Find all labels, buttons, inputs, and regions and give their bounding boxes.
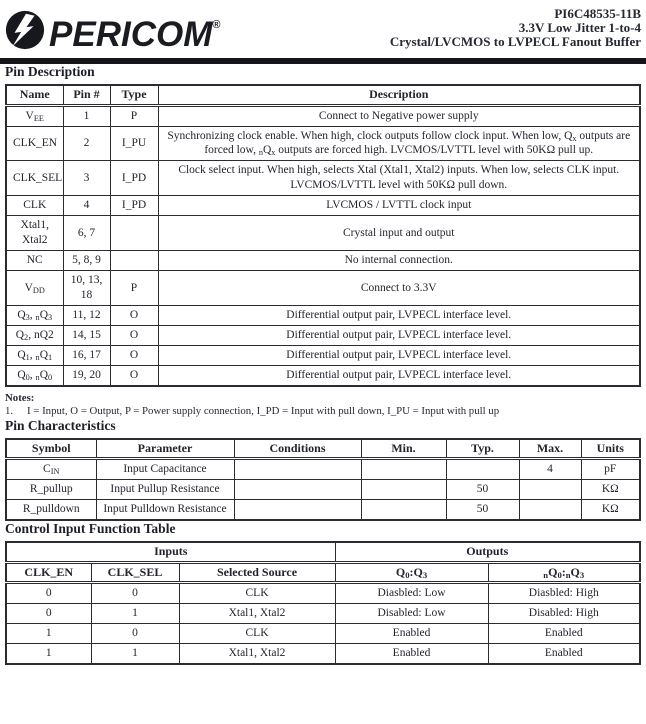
q-output-cell: Diasbled: Low	[335, 583, 488, 604]
typ-cell	[446, 459, 519, 480]
typ-cell: 50	[446, 500, 519, 520]
pin-type-cell: P	[110, 105, 158, 126]
group-header-row	[6, 542, 640, 562]
pericom-logo-icon	[4, 9, 46, 51]
selected-source-cell: Xtal1, Xtal2	[179, 644, 335, 664]
nq-output-cell: Diasbled: High	[488, 583, 640, 604]
pin-type-cell: I_PD	[110, 161, 158, 196]
column-header-type: Type	[110, 85, 158, 105]
pericom-logo	[4, 4, 220, 56]
pin-description-cell: Connect to Negative power supply	[158, 105, 640, 126]
nq-output-cell: Enabled	[488, 624, 640, 644]
typ-cell: 50	[446, 480, 519, 500]
pin-name-cell: CLK	[6, 196, 63, 216]
max-cell	[519, 500, 581, 520]
pin-description-cell: LVCMOS / LVTTL clock input	[158, 196, 640, 216]
doc-subtitle-2: Crystal/LVCMOS to LVPECL Fanout Buffer	[389, 34, 641, 49]
table-row	[6, 604, 640, 624]
selected-source-cell: Xtal1, Xtal2	[179, 604, 335, 624]
column-header-clk-sel: CLK_SEL	[91, 562, 179, 583]
pin-type-cell: I_PD	[110, 196, 158, 216]
symbol-cell: R_pullup	[6, 480, 96, 500]
pin-description-cell: Differential output pair, LVPECL interface level.	[158, 305, 640, 325]
column-header-description: Description	[158, 85, 640, 105]
symbol-cell: $C_{IN}$	[6, 459, 96, 480]
clk-en-cell: 1	[6, 624, 91, 644]
pin-number-cell: 16, 17	[63, 345, 110, 365]
notes-section	[5, 392, 646, 418]
brand-name	[49, 4, 220, 56]
column-header-conditions: Conditions	[234, 439, 361, 459]
pin-description-cell: Crystal input and output	[158, 216, 640, 251]
pin-number-cell: 5, 8, 9	[63, 251, 110, 271]
pin-number-cell: 19, 20	[63, 365, 110, 385]
table-row	[6, 500, 640, 520]
pin-name-cell: CLK_SEL	[6, 161, 63, 196]
column-header-typ: Typ.	[446, 439, 519, 459]
clk-en-cell: 0	[6, 583, 91, 604]
selected-source-cell: CLK	[179, 583, 335, 604]
pin-type-cell: O	[110, 325, 158, 345]
column-header-selected-source: Selected Source	[179, 562, 335, 583]
conditions-cell	[234, 480, 361, 500]
units-cell: KΩ	[581, 500, 640, 520]
pin-description-cell: Differential output pair, LVPECL interface level.	[158, 345, 640, 365]
pin-name-cell: Xtal1, Xtal2	[6, 216, 63, 251]
symbol-cell: R_pulldown	[6, 500, 96, 520]
pin-type-cell: P	[110, 271, 158, 306]
pin-type-cell: O	[110, 305, 158, 325]
pin-type-cell: O	[110, 365, 158, 385]
note-number: 1.	[5, 405, 14, 418]
pin-description-cell: Differential output pair, LVPECL interface level.	[158, 325, 640, 345]
pin-description-cell: Differential output pair, LVPECL interface level.	[158, 365, 640, 385]
brand-text: PERICOM	[49, 15, 213, 54]
min-cell	[361, 500, 446, 520]
table-row	[6, 325, 640, 345]
max-cell: 4	[519, 459, 581, 480]
table-row	[6, 105, 640, 126]
pin-name-cell: NC	[6, 251, 63, 271]
pin-characteristics-heading: Pin Characteristics	[5, 417, 116, 433]
group-header-inputs: Inputs	[6, 542, 335, 562]
clk-sel-cell: 0	[91, 624, 179, 644]
group-header-outputs: Outputs	[335, 542, 640, 562]
pin-number-cell: 2	[63, 126, 110, 161]
clk-sel-cell: 0	[91, 583, 179, 604]
min-cell	[361, 480, 446, 500]
pin-name-cell: $Q_3$, $_nQ_3$	[6, 305, 63, 325]
nq-output-cell: Enabled	[488, 644, 640, 664]
pin-type-cell	[110, 251, 158, 271]
selected-source-cell: CLK	[179, 624, 335, 644]
pin-name-cell: $Q_2$, nQ2	[6, 325, 63, 345]
pin-name-cell: $Q_0$, $_nQ_0$	[6, 365, 63, 385]
pin-type-cell: O	[110, 345, 158, 365]
pin-number-cell: 10, 13, 18	[63, 271, 110, 306]
column-header-clk-en: CLK_EN	[6, 562, 91, 583]
min-cell	[361, 459, 446, 480]
doc-subtitle-1: 3.3V Low Jitter 1-to-4	[518, 20, 641, 35]
pin-description-cell: Synchronizing clock enable. When high, clock outputs follow clock input. When low, $Q_x$ outputs are forced low, $_nQ_x$ outputs are forced high. LVCMOS/LVTTL level with 50KΩ pull up.	[158, 126, 640, 161]
clk-sel-cell: 1	[91, 604, 179, 624]
table-row	[6, 251, 640, 271]
conditions-cell	[234, 500, 361, 520]
table-row	[6, 196, 640, 216]
table-row	[6, 459, 640, 480]
max-cell	[519, 480, 581, 500]
q-output-cell: Disabled: Low	[335, 604, 488, 624]
q-output-cell: Enabled	[335, 644, 488, 664]
pin-number-cell: 11, 12	[63, 305, 110, 325]
column-header-q0-q3: $Q_0:Q_3$	[335, 562, 488, 583]
table-row	[6, 480, 640, 500]
table-row	[6, 624, 640, 644]
pin-description-table	[5, 84, 641, 387]
clk-sel-cell: 1	[91, 644, 179, 664]
pin-characteristics-table	[5, 438, 641, 521]
control-function-heading: Control Input Function Table	[5, 521, 176, 537]
pin-description-cell: Clock select input. When high, selects Xtal (Xtal1, Xtal2) inputs. When low, selects CLK input. LVCMOS/LVTTL level with 50KΩ pull down.	[158, 161, 640, 196]
table-row	[6, 305, 640, 325]
note-item	[5, 405, 646, 418]
table-row	[6, 365, 640, 385]
pin-name-cell: $V_{DD}$	[6, 271, 63, 306]
table-row	[6, 126, 640, 161]
pin-characteristics-header-row	[6, 439, 640, 459]
pin-number-cell: 4	[63, 196, 110, 216]
column-header-pin: Pin #	[63, 85, 110, 105]
units-cell: pF	[581, 459, 640, 480]
conditions-cell	[234, 459, 361, 480]
pin-name-cell: $V_{EE}$	[6, 105, 63, 126]
document-title-block	[390, 4, 641, 49]
table-row	[6, 216, 640, 251]
pin-name-cell: $Q_1$, $_nQ_1$	[6, 345, 63, 365]
parameter-cell: Input Pulldown Resistance	[96, 500, 234, 520]
notes-label: Notes:	[5, 391, 35, 404]
part-number: PI6C48535-11B	[554, 6, 641, 21]
page-header	[0, 0, 646, 56]
units-cell: KΩ	[581, 480, 640, 500]
pin-type-cell	[110, 216, 158, 251]
pin-number-cell: 3	[63, 161, 110, 196]
table-row	[6, 161, 640, 196]
pin-description-cell: No internal connection.	[158, 251, 640, 271]
table-row	[6, 345, 640, 365]
pin-description-heading: Pin Description	[5, 64, 95, 79]
registered-mark: ®	[212, 19, 221, 31]
control-header-row	[6, 562, 640, 583]
column-header-max: Max.	[519, 439, 581, 459]
column-header-nq0-nq3: $_nQ_0:_nQ_3$	[488, 562, 640, 583]
column-header-parameter: Parameter	[96, 439, 234, 459]
pin-number-cell: 14, 15	[63, 325, 110, 345]
column-header-min: Min.	[361, 439, 446, 459]
nq-output-cell: Disabled: High	[488, 604, 640, 624]
parameter-cell: Input Capacitance	[96, 459, 234, 480]
pin-name-cell: CLK_EN	[6, 126, 63, 161]
clk-en-cell: 0	[6, 604, 91, 624]
q-output-cell: Enabled	[335, 624, 488, 644]
pin-type-cell: I_PU	[110, 126, 158, 161]
clk-en-cell: 1	[6, 644, 91, 664]
column-header-symbol: Symbol	[6, 439, 96, 459]
pin-number-cell: 1	[63, 105, 110, 126]
pin-description-cell: Connect to 3.3V	[158, 271, 640, 306]
column-header-name: Name	[6, 85, 63, 105]
control-function-table	[5, 541, 641, 665]
table-row	[6, 271, 640, 306]
pin-description-header-row	[6, 85, 640, 105]
parameter-cell: Input Pullup Resistance	[96, 480, 234, 500]
note-text: I = Input, O = Output, P = Power supply connection, I_PD = Input with pull down, I_PU = Input with pull up	[27, 405, 500, 418]
table-row	[6, 644, 640, 664]
column-header-units: Units	[581, 439, 640, 459]
pin-number-cell: 6, 7	[63, 216, 110, 251]
table-row	[6, 583, 640, 604]
